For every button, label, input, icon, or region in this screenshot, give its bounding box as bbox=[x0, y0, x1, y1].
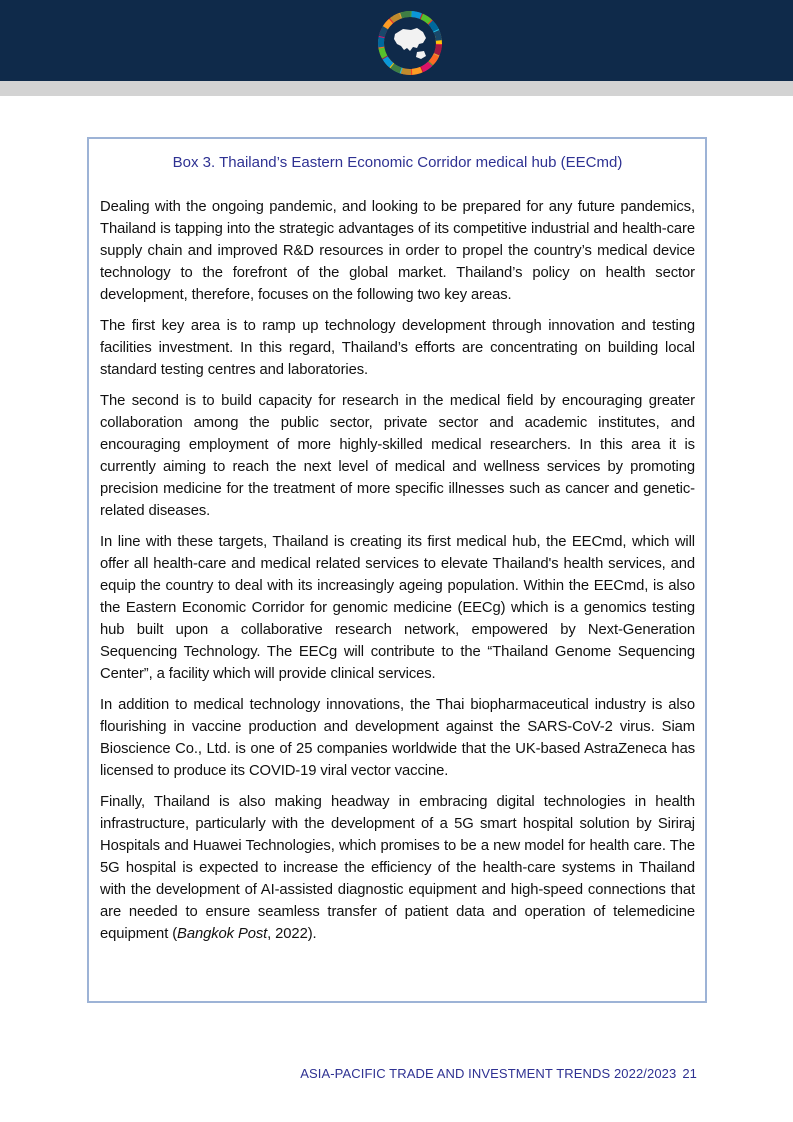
paragraph-text: Finally, Thailand is also making headway in embracing digital technologies in health infrastructure, particularly with the development of a 5G smart hospital solution by Siriraj Hospitals and Huawei Technologies, which promises to be a new model for health care. The 5G hospital is expected to increase the efficiency of the health-care systems in Thailand with the development of AI-assisted diagnostic equipment and high-speed connections that are needed to ensure seamless transfer of patient data and operation of telemedicine equipment ( bbox=[100, 794, 695, 942]
page-number: 21 bbox=[682, 1066, 697, 1081]
page-footer bbox=[300, 1066, 697, 1081]
box-paragraph: In addition to medical technology innovations, the Thai biopharmaceutical industry is also flourishing in vaccine production and development against the SARS-CoV-2 virus. Siam Bioscience Co., Ltd. is one of 25 companies worldwide that the UK-based AstraZeneca has licensed to produce its COVID-19 viral vector vaccine. bbox=[100, 697, 695, 779]
header-strip bbox=[0, 81, 793, 96]
box-paragraph: Dealing with the ongoing pandemic, and looking to be prepared for any future pandemics, Thailand is tapping into the strategic advantages of its competitive industrial and health-care supply chain and improved R&D resources in order to propel the country’s medical device technology to the forefront of the global market. Thailand’s policy on health sector development, therefore, focuses on the following two key areas. bbox=[100, 199, 695, 303]
box-paragraph: The second is to build capacity for research in the medical field by encouraging greater collaboration among the public sector, private sector and academic institutes, and encouraging employment of more highly-skilled medical researchers. In this area it is currently aiming to reach the next level of medical and wellness services by promoting precision medicine for the treatment of more specific illnesses such as cancer and genetic-related diseases. bbox=[100, 393, 695, 519]
citation-source: Bangkok Post bbox=[177, 926, 268, 942]
paragraph-text: , 2022). bbox=[267, 926, 317, 942]
box-paragraph: The first key area is to ramp up technology development through innovation and testing facilities investment. In this regard, Thailand’s efforts are concentrating on building local standard testing centres and laboratories. bbox=[100, 318, 695, 378]
info-box bbox=[87, 137, 707, 1003]
box-paragraph-last bbox=[100, 791, 695, 945]
box-title: Box 3. Thailand’s Eastern Economic Corridor medical hub (EECmd) bbox=[172, 154, 623, 171]
box-paragraph: In line with these targets, Thailand is creating its first medical hub, the EECmd, which will offer all health-care and medical related services to elevate Thailand's health services, and equip the country to deal with its increasingly ageing population. Within the EECmd, is also the Eastern Economic Corridor for genomic medicine (EECg) which is a genomics testing hub built upon a collaborative research network, empowered by Next-Generation Sequencing Technology. The EECg will contribute to the “Thailand Genome Sequencing Center”, a facility which will provide clinical services. bbox=[100, 534, 695, 682]
running-title: ASIA-PACIFIC TRADE AND INVESTMENT TRENDS 2022/2023 bbox=[300, 1066, 677, 1081]
sdg-globe-logo bbox=[377, 10, 443, 76]
